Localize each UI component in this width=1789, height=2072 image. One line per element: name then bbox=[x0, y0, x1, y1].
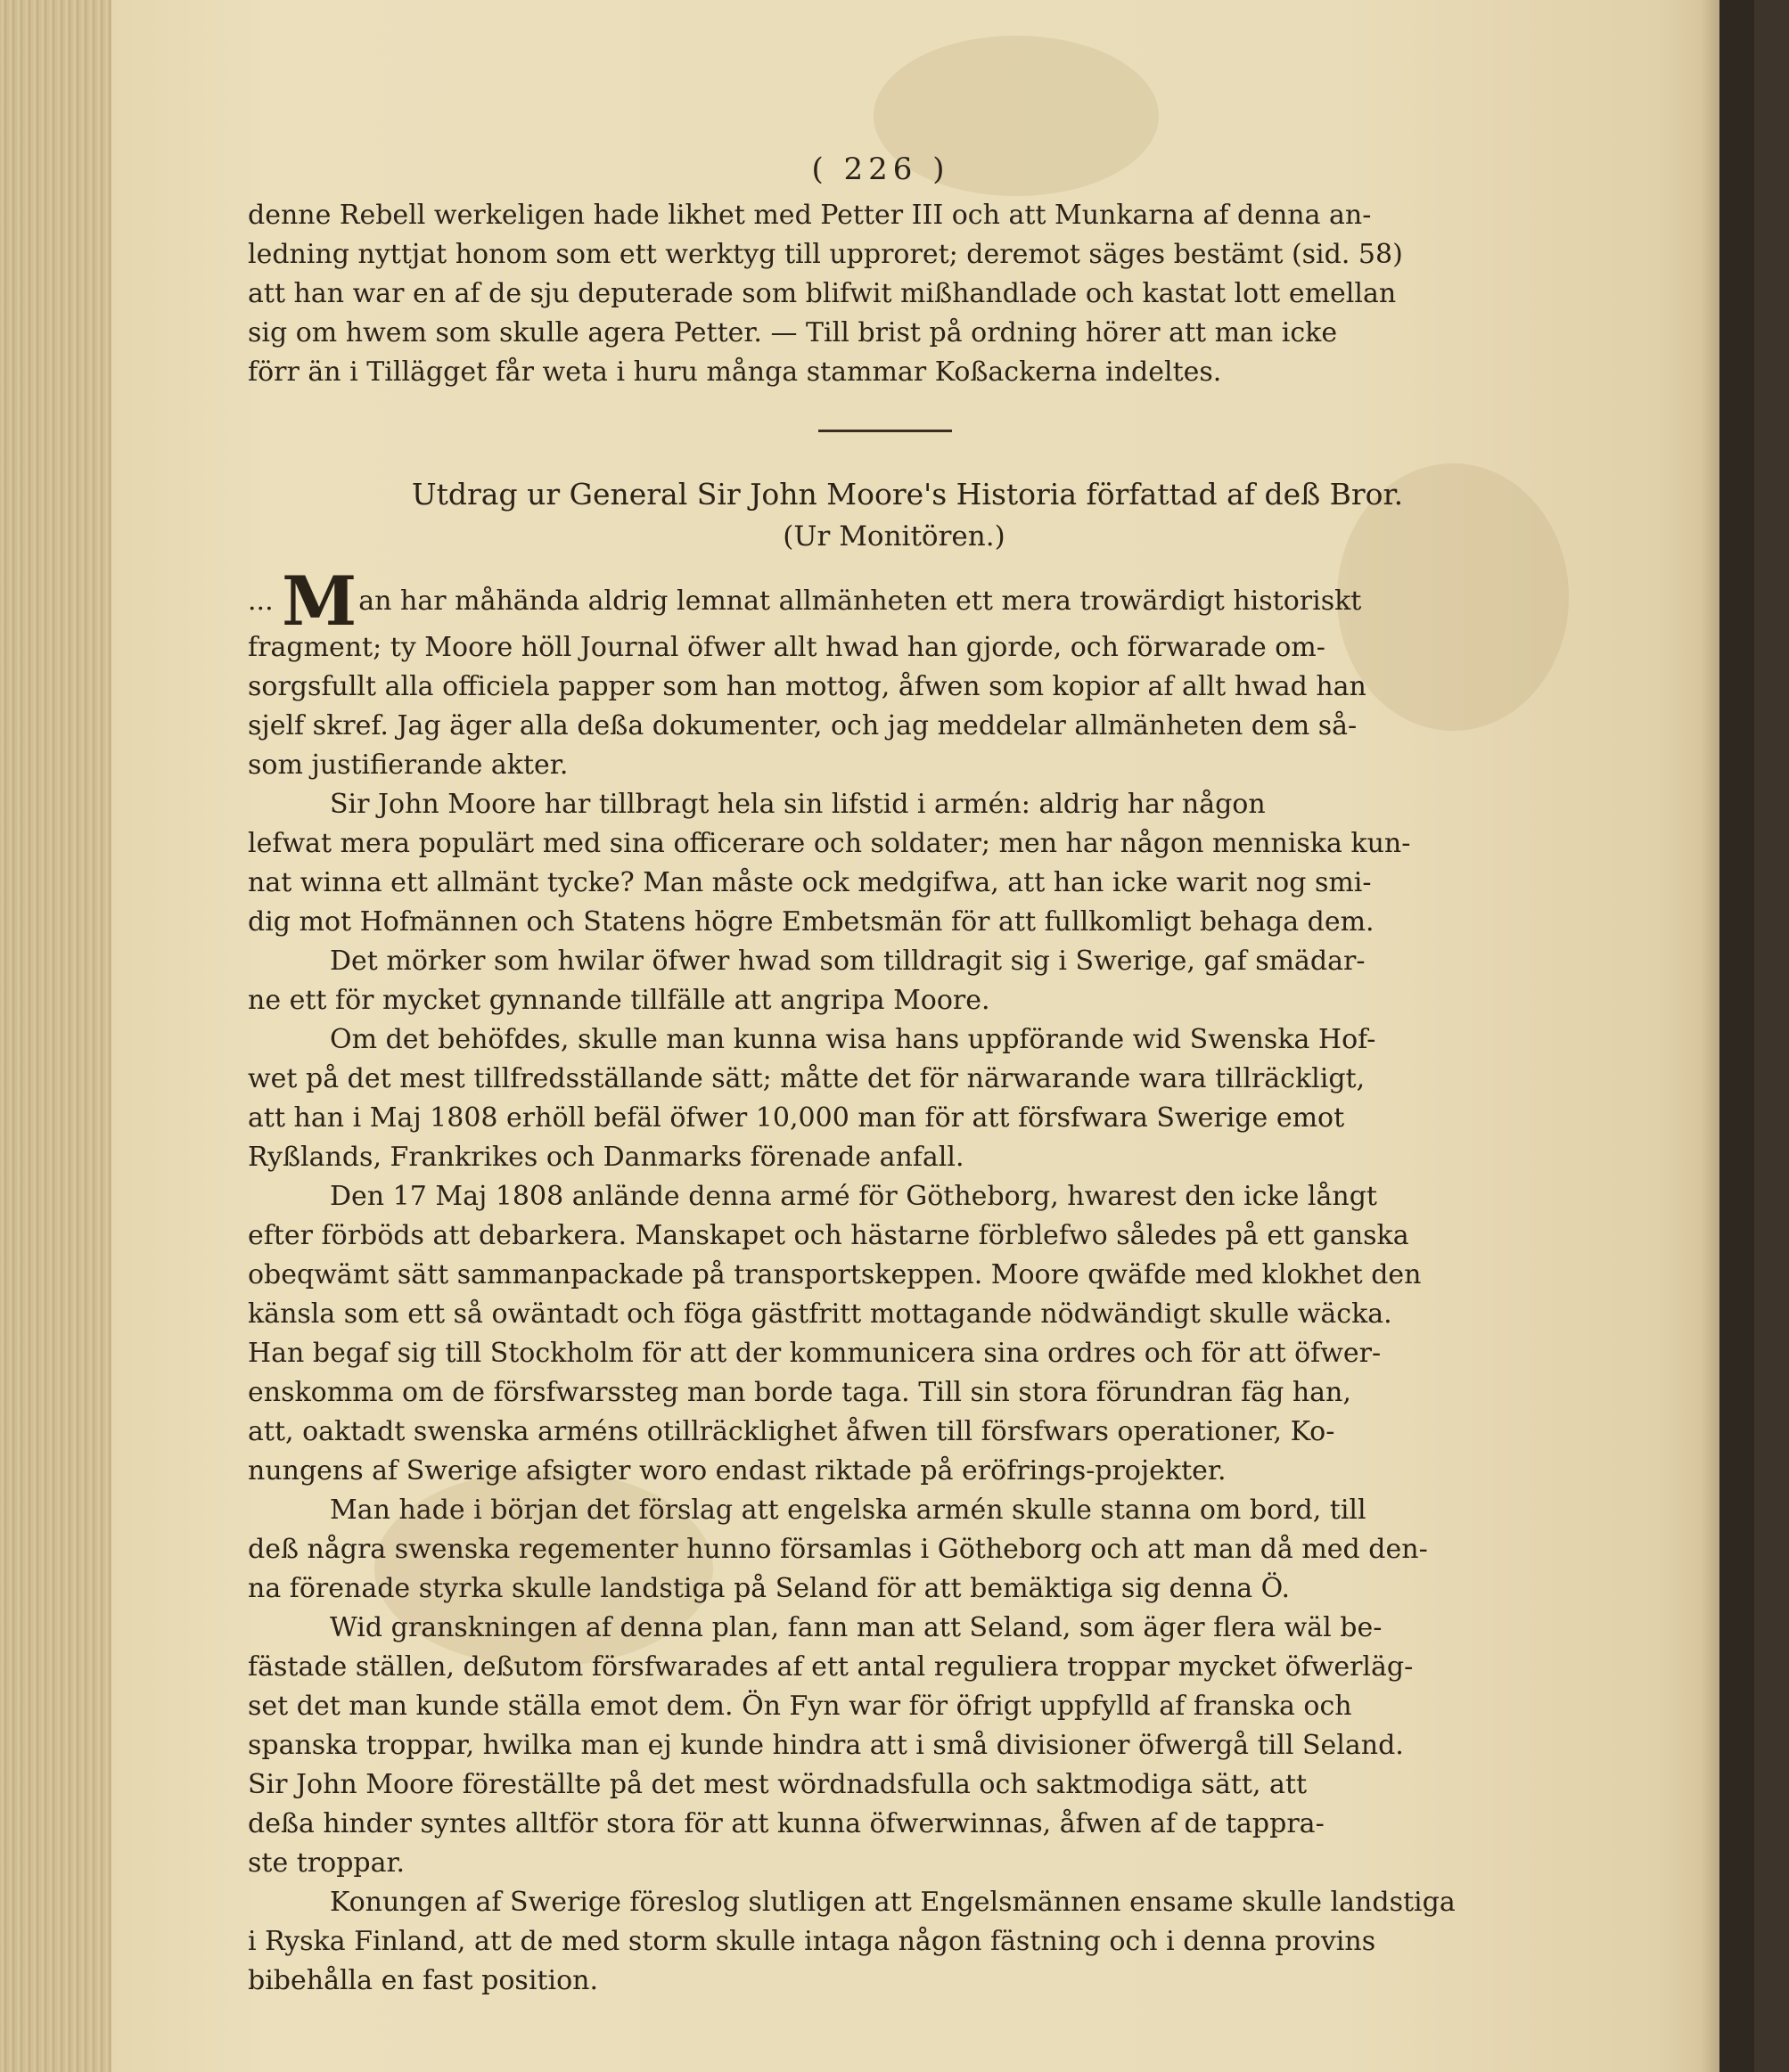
text-line: förr än i Tillägget får weta i huru många stammar Koßackerna indeltes. bbox=[248, 356, 1222, 388]
text-line: att han war en af de sju deputerade som blifwit mißhandlade och kastat lott emellan bbox=[248, 278, 1397, 309]
text-line: Det mörker som hwilar öfwer hwad som tilldragit sig i Swerige, gaf smädar- bbox=[330, 946, 1366, 977]
text-line: att han i Maj 1808 erhöll befäl öfwer 10,000 man för att försfwara Swerige emot bbox=[248, 1102, 1345, 1134]
text-line: Sir John Moore föreställte på det mest wördnadsfulla och saktmodiga sätt, att bbox=[248, 1769, 1308, 1800]
text-line: Konungen af Swerige föreslog slutligen att Engelsmännen ensame skulle landstiga bbox=[330, 1887, 1456, 1918]
text-line: sorgsfullt alla officiela papper som han mottog, åfwen som kopior af allt hwad han bbox=[248, 671, 1366, 702]
page-edges bbox=[0, 0, 111, 2072]
text-line: att, oaktadt swenska arméns otillräcklighet åfwen till försfwars operationer, Ko- bbox=[248, 1416, 1335, 1447]
text-line: fragment; ty Moore höll Journal öfwer allt hwad han gjorde, och förwarade om- bbox=[248, 632, 1325, 663]
first-text-line bbox=[248, 575, 1638, 628]
text-line: Om det behöfdes, skulle man kunna wisa hans uppförande wid Swenska Hof- bbox=[330, 1024, 1376, 1055]
text-line: ste troppar. bbox=[248, 1847, 406, 1879]
text-line: Han begaf sig till Stockholm för att der kommunicera sina ordres och för att öfwer- bbox=[248, 1338, 1382, 1369]
article-heading: Utdrag ur General Sir John Moore's Historia författad af deß Bror. bbox=[411, 477, 1404, 512]
text-line: deßa hinder syntes alltför stora för att kunna öfwerwinnas, åfwen af de tappra- bbox=[248, 1808, 1325, 1839]
text-line: sjelf skref. Jag äger alla deßa dokumenter, och jag meddelar allmänheten dem så- bbox=[248, 710, 1358, 741]
text-line: wet på det mest tillfredsställande sätt; måtte det för närwarande wara tillräckligt, bbox=[248, 1063, 1366, 1094]
text-line: Man hade i början det förslag att engelska armén skulle stanna om bord, till bbox=[330, 1495, 1366, 1526]
text-line: sig om hwem som skulle agera Petter. — Till brist på ordning hörer att man icke bbox=[248, 317, 1338, 348]
section-divider bbox=[818, 430, 952, 432]
text-line: set det man kunde ställa emot dem. Ön Fyn war för öfrigt uppfylld af franska och bbox=[248, 1691, 1352, 1722]
book-cover-edge bbox=[1719, 0, 1754, 2072]
text-line: bibehålla en fast position. bbox=[248, 1965, 598, 1996]
text-line: enskomma om de försfwarssteg man borde taga. Till sin stora förundran fäg han, bbox=[248, 1377, 1351, 1408]
ellipsis: ... bbox=[248, 586, 274, 617]
first-line-text: an har måhända aldrig lemnat allmänheten ett mera trowärdigt historiskt bbox=[358, 586, 1362, 617]
text-line: fästade ställen, deßutom försfwarades af ett antal reguliera troppar mycket öfwerläg- bbox=[248, 1651, 1414, 1683]
intro-paragraph bbox=[248, 196, 1638, 392]
text-line: obeqwämt sätt sammanpackade på transportskeppen. Moore qwäfde med klokhet den bbox=[248, 1259, 1422, 1290]
text-line: som justifierande akter. bbox=[248, 749, 569, 781]
page-text bbox=[248, 143, 1638, 2001]
text-line: na förenade styrka skulle landstiga på Seland för att bemäktiga sig denna Ö. bbox=[248, 1573, 1291, 1604]
text-line: Den 17 Maj 1808 anlände denna armé för Götheborg, hwarest den icke långt bbox=[330, 1181, 1377, 1212]
text-line: dig mot Hofmännen och Statens högre Embetsmän för att fullkomligt behaga dem. bbox=[248, 906, 1375, 938]
text-line: lefwat mera populärt med sina officerare och soldater; men har någon menniska kun- bbox=[248, 828, 1411, 859]
page-number: ( 226 ) bbox=[811, 152, 950, 187]
article-body bbox=[248, 628, 1638, 2001]
text-line: ledning nyttjat honom som ett werktyg till upproret; deremot säges bestämt (sid. 58) bbox=[248, 239, 1403, 270]
text-line: känsla som ett så owäntadt och föga gästfritt mottagande nödwändigt skulle wäcka. bbox=[248, 1298, 1392, 1330]
text-line: Ryßlands, Frankrikes och Danmarks förenade anfall. bbox=[248, 1142, 964, 1173]
text-line: Wid granskningen af denna plan, fann man att Seland, som äger flera wäl be- bbox=[330, 1612, 1383, 1643]
text-line: deß några swenska regementer hunno församlas i Götheborg och att man då med den- bbox=[248, 1534, 1428, 1565]
text-line: spanska troppar, hwilka man ej kunde hindra att i små divisioner öfwergå till Seland. bbox=[248, 1730, 1404, 1761]
text-line: Sir John Moore har tillbragt hela sin lifstid i armén: aldrig har någon bbox=[330, 789, 1266, 820]
article-source: (Ur Monitören.) bbox=[783, 520, 1005, 553]
text-line: ne ett för mycket gynnande tillfälle att angripa Moore. bbox=[248, 985, 990, 1016]
text-line: nungens af Swerige afsigter woro endast riktade på eröfrings-projekter. bbox=[248, 1455, 1227, 1486]
text-line: denne Rebell werkeligen hade likhet med Petter III och att Munkarna af denna an- bbox=[248, 200, 1372, 231]
text-line: efter förböds att debarkera. Manskapet och hästarne förblefwo således på ett ganska bbox=[248, 1220, 1409, 1251]
text-line: i Ryska Finland, att de med storm skulle intaga någon fästning och i denna provins bbox=[248, 1926, 1376, 1957]
drop-capital: M bbox=[282, 575, 357, 628]
text-line: nat winna ett allmänt tycke? Man måste ock medgifwa, att han icke warit nog smi- bbox=[248, 867, 1372, 898]
